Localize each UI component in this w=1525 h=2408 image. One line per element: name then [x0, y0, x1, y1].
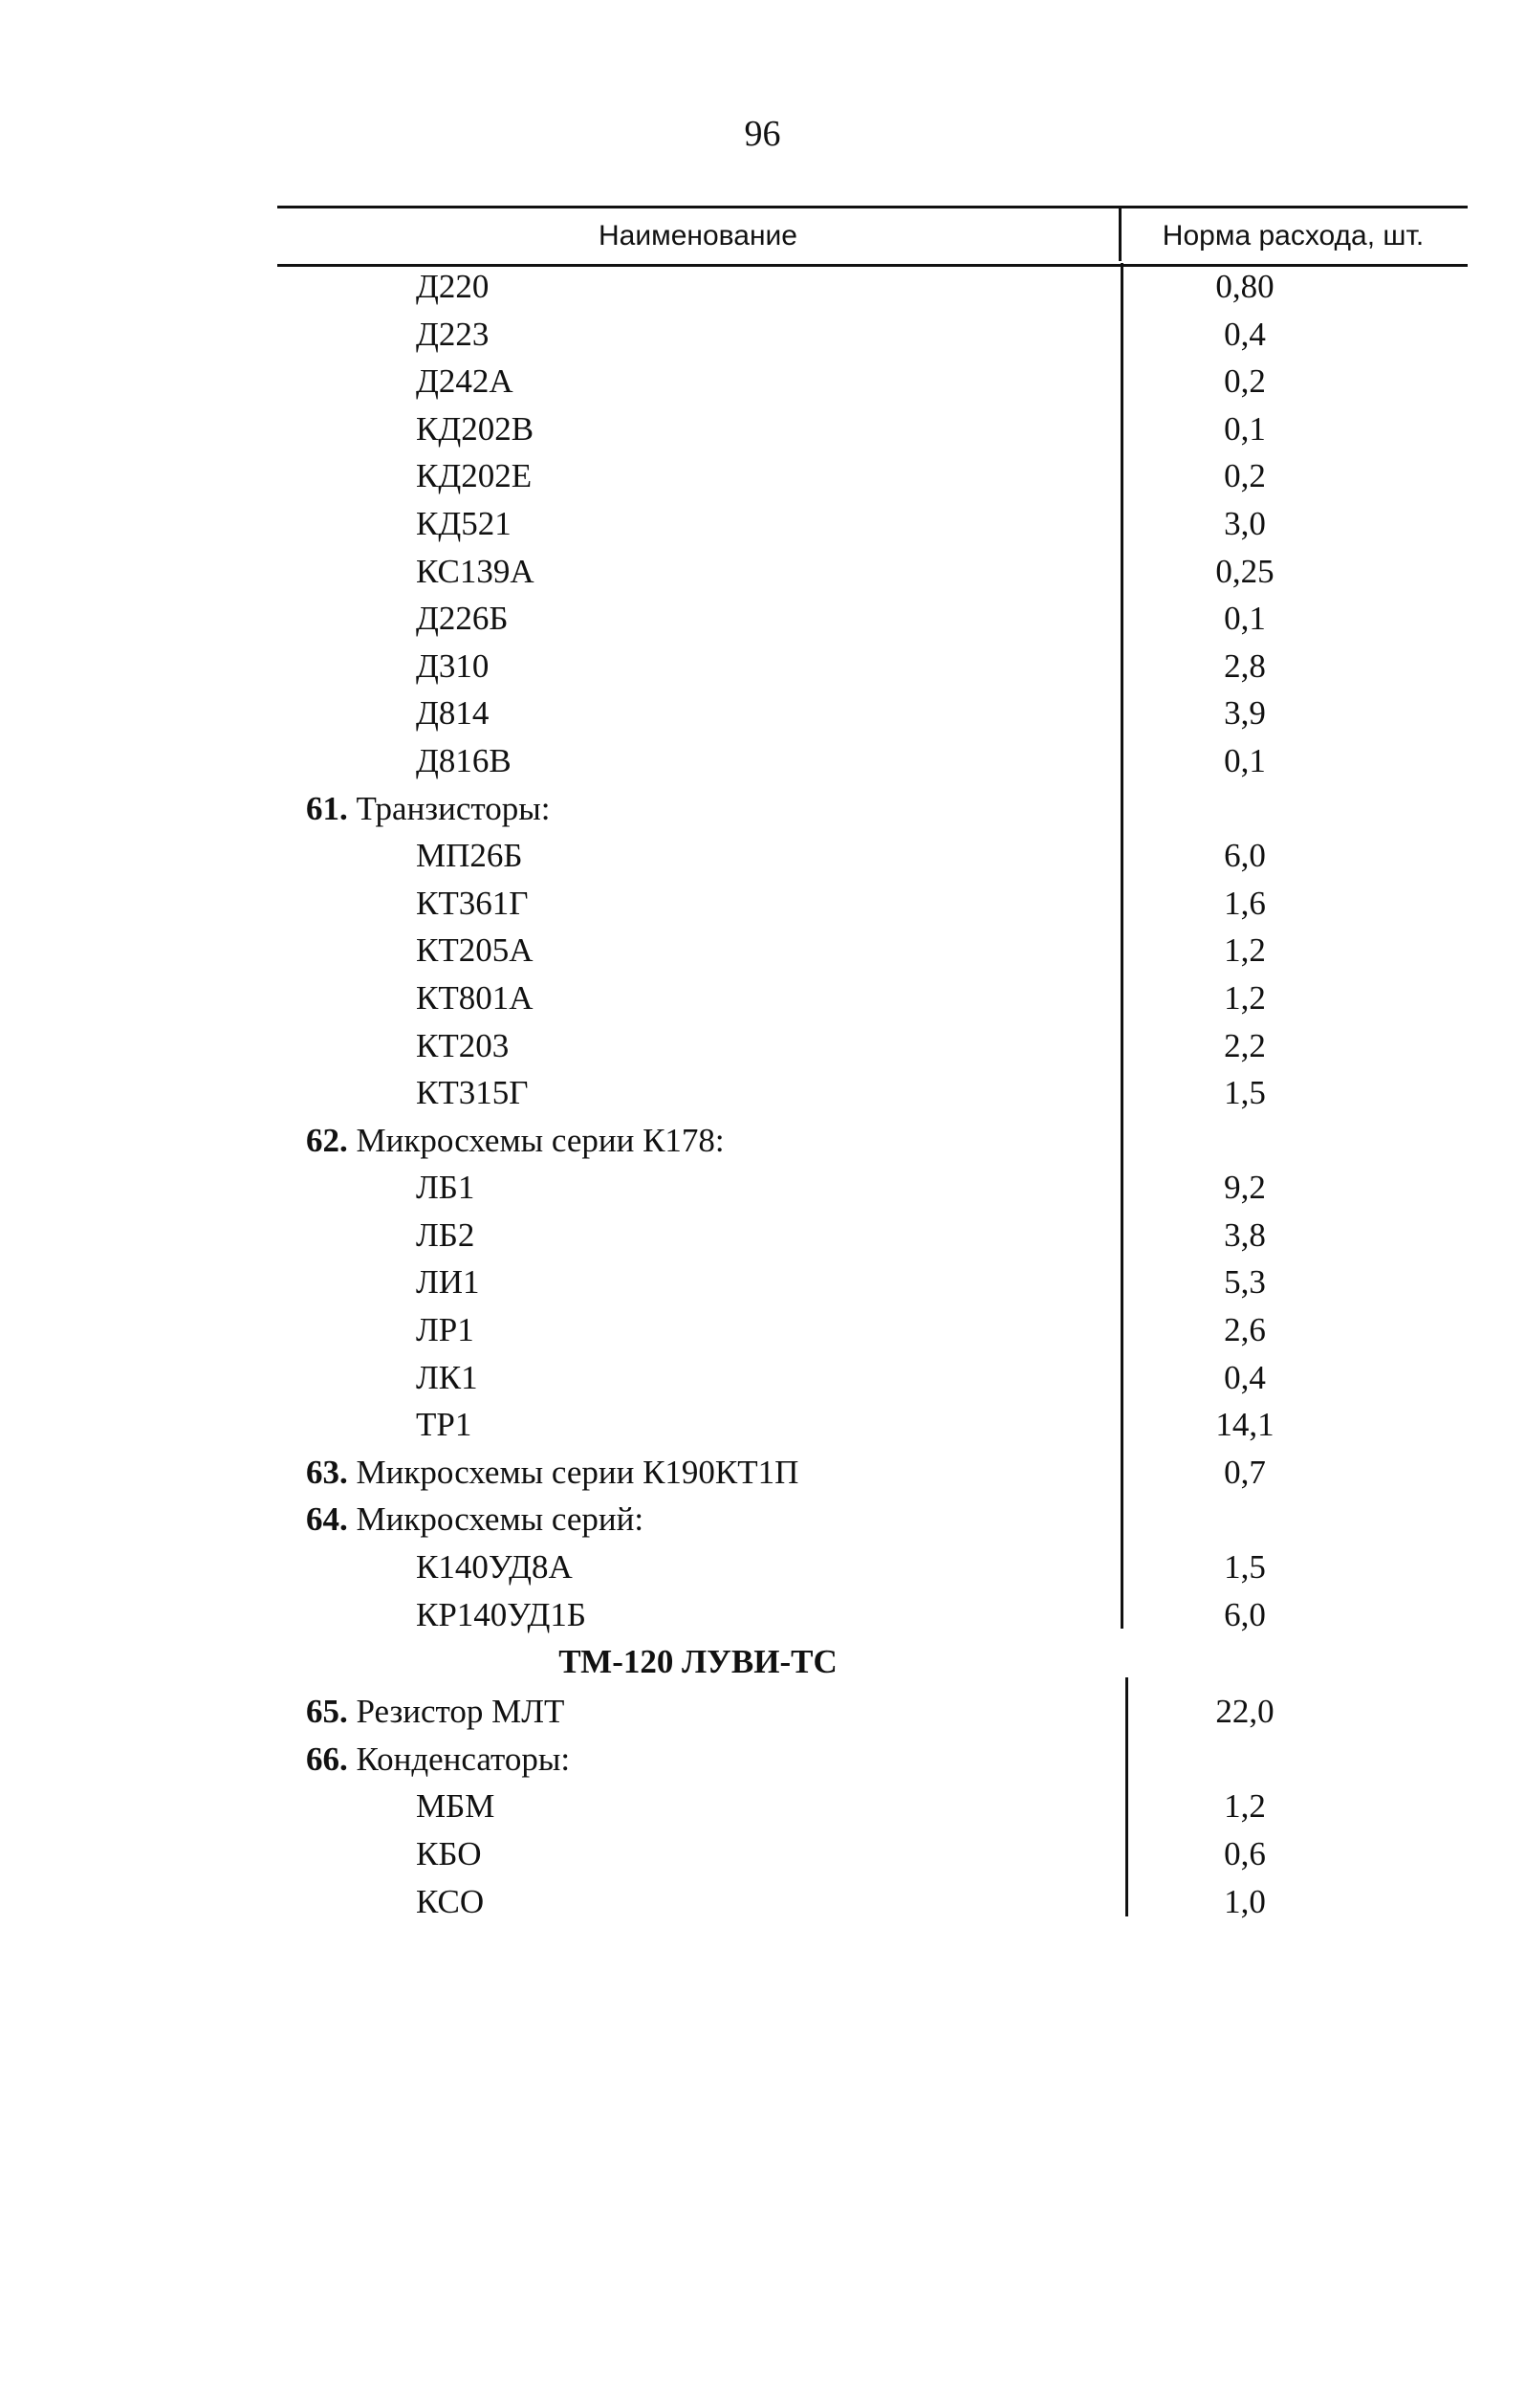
- table-body: [0, 263, 1525, 1925]
- group-label: Резистор МЛТ: [356, 1693, 565, 1731]
- item-name: ЛР1: [416, 1311, 474, 1349]
- group-label: Микросхемы серий:: [356, 1500, 644, 1539]
- group-number: 65: [306, 1693, 339, 1731]
- table-row: [0, 500, 1525, 548]
- group-number-dot: .: [339, 1500, 357, 1539]
- table-row: [0, 1164, 1525, 1212]
- item-name: МП26Б: [416, 837, 523, 875]
- item-name: К140УД8А: [416, 1548, 573, 1587]
- table-row: [0, 1259, 1525, 1306]
- item-norm: 1,2: [1224, 1787, 1266, 1826]
- item-name: КТ203: [416, 1026, 510, 1064]
- item-norm: 1,5: [1224, 1074, 1266, 1112]
- item-name: ЛК1: [416, 1358, 478, 1396]
- item-name: КТ205А: [416, 931, 534, 970]
- group-title: [306, 1740, 570, 1779]
- item-norm: 0,2: [1224, 362, 1266, 401]
- item-name: КД202В: [416, 409, 534, 448]
- item-norm: 0,4: [1224, 1358, 1266, 1396]
- item-norm: 14,1: [1215, 1406, 1274, 1444]
- group-title: [306, 790, 550, 828]
- item-norm: 5,3: [1224, 1263, 1266, 1302]
- table-row: [0, 311, 1525, 359]
- table-row: [0, 1830, 1525, 1878]
- item-norm: 1,2: [1224, 978, 1266, 1017]
- table-row: [0, 832, 1525, 880]
- item-norm: 2,8: [1224, 646, 1266, 685]
- table-row: [0, 737, 1525, 785]
- item-name: ЛИ1: [416, 1263, 480, 1302]
- item-name: Д814: [416, 694, 490, 733]
- table-row: [0, 358, 1525, 405]
- item-norm: 3,9: [1224, 694, 1266, 733]
- table-row: [0, 1212, 1525, 1259]
- section-title: ТМ-120 ЛУВИ-ТС: [558, 1643, 838, 1681]
- group-number: 63: [306, 1453, 339, 1491]
- item-name: КД521: [416, 504, 512, 542]
- group-number-dot: .: [339, 789, 357, 827]
- group-number-dot: .: [339, 1740, 357, 1778]
- item-norm: 3,8: [1224, 1215, 1266, 1254]
- group-number-dot: .: [339, 1453, 357, 1491]
- item-name: Д220: [416, 268, 490, 305]
- group-number: 61: [306, 789, 339, 827]
- table-row: [0, 1069, 1525, 1117]
- table-row: [0, 1306, 1525, 1354]
- table-row: [0, 1543, 1525, 1591]
- group-label: Конденсаторы:: [356, 1740, 571, 1778]
- table-header: [277, 206, 1468, 267]
- table-row: [0, 927, 1525, 974]
- table-row: [0, 974, 1525, 1022]
- table-row: [0, 263, 1525, 311]
- item-norm: 0,80: [1215, 268, 1274, 305]
- group-title: [306, 1500, 643, 1539]
- table-row: [0, 690, 1525, 737]
- table-row: [0, 595, 1525, 643]
- item-name: МБМ: [416, 1787, 495, 1826]
- item-name: ЛБ2: [416, 1215, 475, 1254]
- item-name: Д310: [416, 646, 490, 685]
- item-name: ТР1: [416, 1406, 472, 1444]
- item-name: Д816В: [416, 741, 512, 779]
- group-title: [306, 1454, 798, 1492]
- item-norm: 1,6: [1224, 884, 1266, 922]
- column-divider-header: [1119, 206, 1122, 261]
- item-norm: 2,2: [1224, 1026, 1266, 1064]
- group-row: [0, 1117, 1525, 1165]
- item-name: ЛБ1: [416, 1169, 475, 1207]
- group-label: Микросхемы серии К178:: [356, 1121, 725, 1159]
- table-row: [0, 1878, 1525, 1926]
- group-number-dot: .: [339, 1693, 357, 1731]
- item-name: КР140УД1Б: [416, 1595, 587, 1633]
- item-norm: 9,2: [1224, 1169, 1266, 1207]
- column-header-norm: Норма расхода, шт.: [1162, 220, 1425, 252]
- item-norm: 22,0: [1215, 1693, 1274, 1731]
- item-name: КТ361Г: [416, 884, 529, 922]
- column-header-name: Наименование: [599, 220, 797, 252]
- group-label: Микросхемы серии К190КТ1П: [356, 1453, 799, 1491]
- item-name: КТ801А: [416, 978, 534, 1017]
- item-norm: 2,6: [1224, 1311, 1266, 1349]
- item-name: Д223: [416, 315, 490, 353]
- item-norm: 3,0: [1224, 504, 1266, 542]
- group-title: [306, 1693, 564, 1731]
- item-norm: 0,25: [1215, 552, 1274, 590]
- item-norm: 0,1: [1224, 409, 1266, 448]
- item-norm: 1,5: [1224, 1548, 1266, 1587]
- table-row: [0, 1783, 1525, 1830]
- table-row: [0, 452, 1525, 500]
- group-title: [306, 1122, 725, 1160]
- item-norm: 0,1: [1224, 600, 1266, 638]
- table-row: [0, 1591, 1525, 1639]
- table-row: [0, 880, 1525, 928]
- group-number: 66: [306, 1740, 339, 1778]
- group-number-dot: .: [339, 1121, 357, 1159]
- table-row: [0, 1022, 1525, 1070]
- item-name: КД202Е: [416, 457, 533, 495]
- table-row: [0, 405, 1525, 453]
- item-name: КСО: [416, 1882, 485, 1920]
- group-row: [0, 1736, 1525, 1784]
- group-label: Транзисторы:: [356, 789, 551, 827]
- table-row: [0, 548, 1525, 596]
- table-row: [0, 1354, 1525, 1402]
- group-row: [0, 1688, 1525, 1736]
- item-norm: 6,0: [1224, 1595, 1266, 1633]
- item-norm: 0,7: [1224, 1453, 1266, 1491]
- item-name: КТ315Г: [416, 1074, 529, 1112]
- item-norm: 1,2: [1224, 931, 1266, 970]
- group-number: 62: [306, 1121, 339, 1159]
- item-norm: 1,0: [1224, 1882, 1266, 1920]
- item-name: Д226Б: [416, 600, 509, 638]
- item-name: Д242А: [416, 362, 513, 401]
- group-row: [0, 785, 1525, 833]
- item-norm: 6,0: [1224, 837, 1266, 875]
- table-row: [0, 643, 1525, 690]
- group-number: 64: [306, 1500, 339, 1539]
- group-row: [0, 1496, 1525, 1543]
- section-heading-row: [0, 1638, 1525, 1688]
- page-number: 96: [744, 114, 781, 154]
- item-norm: 0,4: [1224, 315, 1266, 353]
- item-norm: 0,2: [1224, 457, 1266, 495]
- item-name: КБО: [416, 1835, 482, 1872]
- item-norm: 0,6: [1224, 1835, 1266, 1872]
- item-norm: 0,1: [1224, 741, 1266, 779]
- table-row: [0, 1401, 1525, 1449]
- group-row: [0, 1449, 1525, 1497]
- item-name: КС139А: [416, 552, 534, 590]
